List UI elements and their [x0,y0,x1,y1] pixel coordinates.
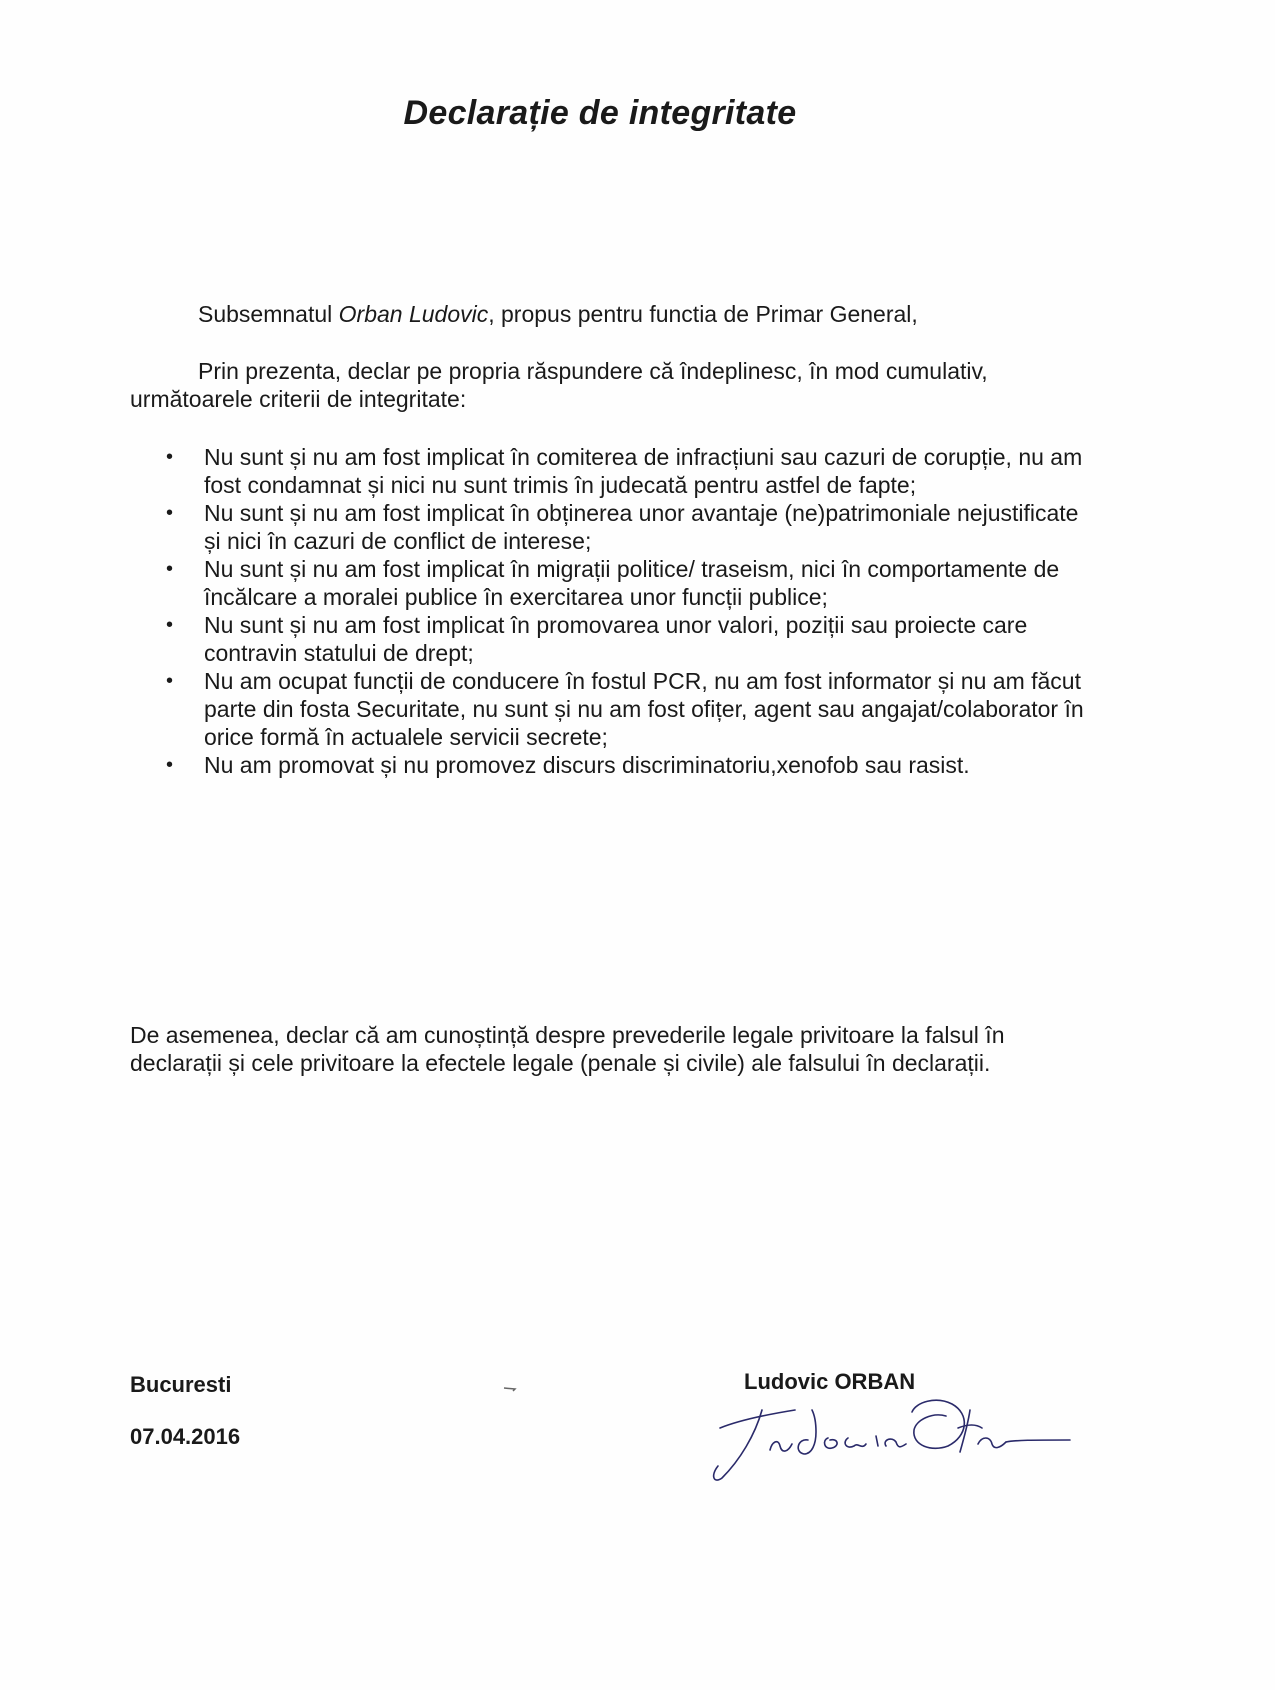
criteria-text: Nu sunt și nu am fost implicat în migrații politice/ traseism, nici în comportamente de încălcare a moralei publice în exercitarea unor funcții publice; [204,556,1060,610]
bullet-icon: • [166,754,174,776]
signer-name: Ludovic ORBAN [744,1369,916,1394]
criteria-item [130,667,1090,751]
intro-suffix: , propus pentru functia de Primar General, [488,301,918,327]
bullet-icon: • [166,670,174,692]
criteria-item [130,443,1090,499]
date-label: 07.04.2016 [130,1424,241,1449]
bullet-icon: • [166,558,174,580]
declaration-paragraph: Prin prezenta, declar pe propria răspundere că îndeplinesc, în mod cumulativ, următoarele criterii de integritate: [130,358,988,412]
bullet-icon: • [166,502,174,524]
declarant-name: Orban Ludovic [338,301,489,327]
criteria-list [130,443,1090,779]
criteria-text: Nu am promovat și nu promovez discurs discriminatoriu,xenofob sau rasist. [204,752,970,778]
handwritten-signature [700,1380,1080,1490]
bullet-icon: • [166,446,174,468]
bullet-icon: • [166,614,174,636]
criteria-item [130,499,1090,555]
criteria-item [130,611,1090,667]
closing-paragraph: De asemenea, declar că am cunoștință despre prevederile legale privitoare la falsul în declarații și cele privitoare la efectele legale (penale și civile) ale falsului în declarații. [130,1022,1005,1076]
criteria-text: Nu sunt și nu am fost implicat în comiterea de infracțiuni sau cazuri de corupție, nu am fost condamnat și nici nu sunt trimis în judecată pentru astfel de fapte; [204,444,1083,498]
criteria-item [130,555,1090,611]
intro-prefix: Subsemnatul [198,301,339,327]
document-title: Declarație de integritate [403,94,797,132]
criteria-text: Nu am ocupat funcții de conducere în fostul PCR, nu am fost informator și nu am făcut parte din fosta Securitate, nu sunt și nu am fost ofițer, agent sau angajat/colaborator în orice formă în actualele servicii secrete; [204,668,1084,750]
criteria-item [130,751,1090,779]
criteria-text: Nu sunt și nu am fost implicat în obținerea unor avantaje (ne)patrimoniale nejustificate și nici în cazuri de conflict de interese; [204,500,1079,554]
stray-mark [503,1385,517,1393]
intro-line [198,300,1158,328]
criteria-text: Nu sunt și nu am fost implicat în promovarea unor valori, poziții sau proiecte care contravin statului de drept; [204,612,1028,666]
place-label: Bucuresti [130,1372,232,1397]
